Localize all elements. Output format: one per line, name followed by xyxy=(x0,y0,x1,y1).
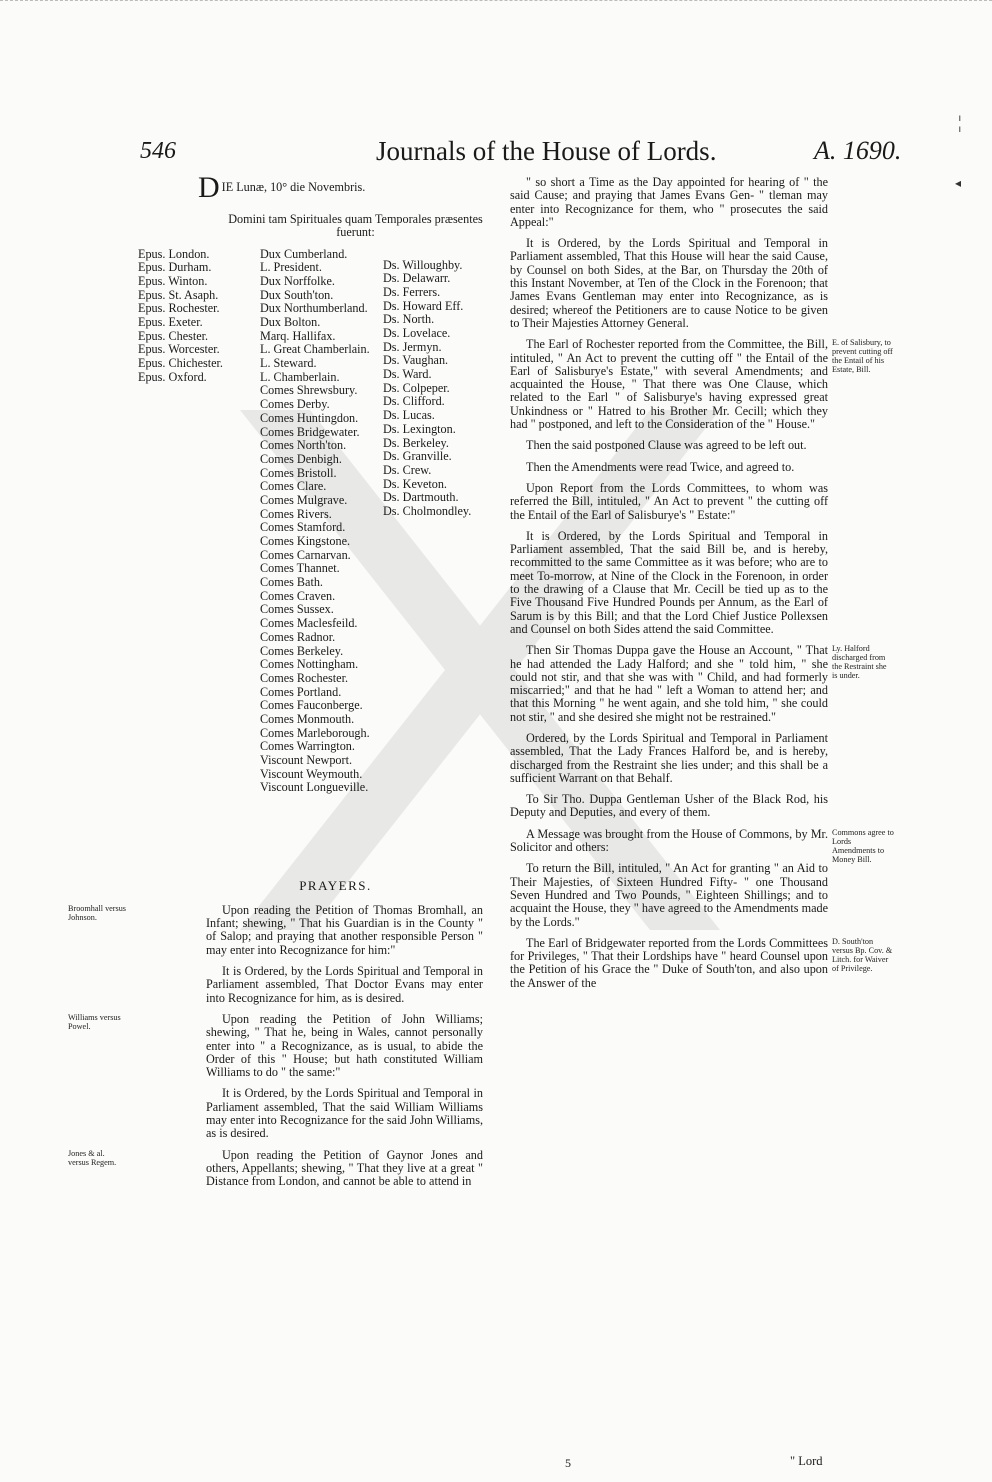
baron-entry: Ds. Berkeley. xyxy=(383,435,449,450)
peer-entry: Comes Rivers. xyxy=(260,506,332,521)
bishop-entry: Epus. Chester. xyxy=(138,328,209,343)
baron-entry: Ds. Keveton. xyxy=(383,476,447,491)
journal-paragraph: Upon reading the Petition of Gaynor Jones and others, Appellants; shewing, " That they live at a great " Distance from London, and cannot be able to attend in xyxy=(206,1147,483,1189)
baron-entry: Ds. Colpeper. xyxy=(383,380,450,395)
peer-entry: Comes Marleborough. xyxy=(260,725,370,740)
journal-title: Journals of the House of Lords. xyxy=(376,136,717,166)
journal-paragraph: Upon reading the Petition of John Williams; shewing, " That he, being in Wales, cannot personally enter into " a Recognizance, as is usual, to abide the Order of this " House; but hath constituted William Williams to do " the same:" xyxy=(206,1011,483,1080)
bishop-entry: Epus. Winton. xyxy=(138,273,208,288)
margin-note: Broomhall versus Johnson. xyxy=(68,903,126,922)
peer-entry: Comes Huntingdon. xyxy=(260,410,359,425)
journal-paragraph: It is Ordered, by the Lords Spiritual and Temporal in Parliament assembled, That the said Bill be, and is hereby, recommitted to the same Committee as it was before; who are to meet To-morrow, at Nine of the Clock in the Forenoon, in order to the drawing of a Clause that Mr. Cecill be tied up as to the Five Thousand Five Hundred Pounds per Annum, as the Earl of Sarum is by this Bill; and that the Lord Chief Justice Pollexsen and Counsel on both Sides attend the said Committee. xyxy=(510,528,828,636)
right-column xyxy=(510,175,894,998)
journal-year: A. 1690. xyxy=(814,136,902,165)
peer-entry: Comes Maclesfeild. xyxy=(260,616,358,631)
ink-mark: ¦ xyxy=(958,112,962,132)
peer-entry: Comes Bath. xyxy=(260,575,323,590)
peer-entry: Dux Norffolke. xyxy=(260,273,335,288)
journal-paragraph: Then the Amendments were read Twice, and agreed to. xyxy=(526,459,795,474)
peer-entry: Comes Mulgrave. xyxy=(260,492,348,507)
baron-entry: Ds. Willoughby. xyxy=(383,257,463,272)
peer-entry: Comes Kingstone. xyxy=(260,534,351,549)
prayers-heading: PRAYERS. xyxy=(299,877,372,893)
peer-entry: L. Great Chamberlain. xyxy=(260,342,370,357)
baron-entry: Ds. Jermyn. xyxy=(383,339,442,354)
peer-entry: L. Steward. xyxy=(260,356,317,371)
peer-entry: Comes Carnarvan. xyxy=(260,547,351,562)
bishop-entry: Epus. St. Asaph. xyxy=(138,287,219,302)
journal-paragraph: Ordered, by the Lords Spiritual and Temporal in Parliament assembled, That the Lady Frances Halford be, and is hereby, discharged from the Restraint she lies under; and this shall be a sufficient Warrant on that Behalf. xyxy=(510,730,828,785)
peer-entry: Comes Nottingham. xyxy=(260,657,359,672)
peer-entry: Dux South'ton. xyxy=(260,287,334,302)
present-line: Domini tam Spirituales quam Temporales præsentes fuerunt: xyxy=(228,212,483,240)
margin-note: D. South'ton versus Bp. Cov. & Litch. for Waiver of Privilege. xyxy=(832,937,893,973)
ink-mark: ◂ xyxy=(955,176,962,190)
journal-paragraph: A Message was brought from the House of Commons, by Mr. Solicitor and others: xyxy=(510,826,828,855)
baron-entry: Ds. Delawarr. xyxy=(383,271,451,286)
peer-entry: Comes Warrington. xyxy=(260,739,355,754)
baron-entry: Ds. Cholmondley. xyxy=(383,503,472,518)
peer-entry: Comes Monmouth. xyxy=(260,711,355,726)
baron-entry: Ds. Granville. xyxy=(383,449,452,464)
margin-note: Jones & al. versus Regem. xyxy=(68,1148,117,1167)
journal-paragraph: The Earl of Rochester reported from the Committee, the Bill, intituled, " An Act to prevent the cutting off " the Entail of the Earl of Salisburye's Estate," with several Amendments; and acquainted the House, " That there was One Clause, which related to the Earl " of Salisburye's having expressed great Unkindness or " Hatred to his Brother Mr. Cecill; which they had " postponed, and left to the Consideration of the " House." xyxy=(510,337,828,432)
peer-entry: Comes Derby. xyxy=(260,397,330,412)
dukes-earls-list xyxy=(260,248,370,796)
peer-entry: Comes Shrewsbury. xyxy=(260,383,358,398)
baron-entry: Ds. Lovelace. xyxy=(383,326,451,341)
baron-entry: Ds. Ward. xyxy=(383,367,432,382)
peer-entry: Comes Portland. xyxy=(260,684,342,699)
peer-entry: Comes Denbigh. xyxy=(260,451,342,466)
peer-entry: Comes Clare. xyxy=(260,479,327,494)
journal-paragraph: Upon reading the Petition of Thomas Bromhall, an Infant; shewing, " That his Guardian is in the County " of Salop; and praying that another responsible Person " may enter into Recognizance for him:" xyxy=(206,902,483,957)
page-top-rule xyxy=(0,0,992,11)
baron-entry: Ds. North. xyxy=(383,312,435,327)
peer-entry: Comes Berkeley. xyxy=(260,643,344,658)
journal-paragraph: It is Ordered, by the Lords Spiritual and Temporal in Parliament assembled, That this House will hear the said Cause, by Counsel on both Sides, at the Bar, on Thursday the 20th of this Instant November, at Ten of the Clock in the Forenoon; that James Evans Gentleman may enter into Recognizance, as is desired; whereof the Petitioners are to cause Notice to be given to Their Majesties Attorney General. xyxy=(510,236,828,330)
peer-entry: Comes Radnor. xyxy=(260,629,336,644)
journal-paragraph: It is Ordered, by the Lords Spiritual and Temporal in Parliament assembled, That the said William Williams may enter into Recognizance for the said John Williams, as is desired. xyxy=(206,1086,483,1141)
signature-mark: 5 xyxy=(565,1456,571,1470)
journal-paragraph: To Sir Tho. Duppa Gentleman Usher of the Black Rod, his Deputy and Deputies, and every of them. xyxy=(510,792,828,820)
margin-note: Ly. Halford discharged from the Restraint she is under. xyxy=(832,644,887,680)
peer-entry: Dux Cumberland. xyxy=(260,246,348,261)
peer-entry: Comes North'ton. xyxy=(260,438,347,453)
barons-list xyxy=(383,259,471,519)
catchword: " Lord xyxy=(790,1454,823,1468)
peer-entry: L. President. xyxy=(260,260,322,275)
baron-entry: Ds. Dartmouth. xyxy=(383,490,459,505)
peer-entry: Comes Sussex. xyxy=(260,602,334,617)
date-text: IE Lunæ, 10° die Novembris. xyxy=(221,180,366,194)
bishop-entry: Epus. Chichester. xyxy=(138,356,223,371)
journal-paragraph: Then Sir Thomas Duppa gave the House an Account, " That he had attended the Lady Halford; and she " told him, " she could not stir, and that she was with " Child, and had formerly miscarried;" and that he had " left a Woman to attend her; and that this Morning " he went again, and she told him, " she could not stir, " and she desired she might not be restrained." xyxy=(510,643,828,724)
margin-note: E. of Salisbury, to prevent cutting off the Entail of his Estate, Bill. xyxy=(832,338,893,374)
baron-entry: Ds. Lexington. xyxy=(383,421,456,436)
attendance-lists xyxy=(138,248,483,873)
baron-entry: Ds. Crew. xyxy=(383,462,432,477)
peer-entry: Marq. Hallifax. xyxy=(260,328,336,343)
left-entries xyxy=(68,902,483,1189)
peer-entry: Viscount Newport. xyxy=(260,753,353,768)
peer-entry: Viscount Longueville. xyxy=(260,780,369,795)
date-dropcap: D xyxy=(198,171,220,204)
peer-entry: Comes Fauconberge. xyxy=(260,698,363,713)
baron-entry: Ds. Vaughan. xyxy=(383,353,449,368)
baron-entry: Ds. Clifford. xyxy=(383,394,445,409)
peer-entry: Comes Rochester. xyxy=(260,670,349,685)
baron-entry: Ds. Ferrers. xyxy=(383,284,441,299)
peer-entry: Comes Bristoll. xyxy=(260,465,337,480)
journal-paragraph: It is Ordered, by the Lords Spiritual and Temporal in Parliament assembled, That Doctor Evans may enter into Recognizance for him, as is desired. xyxy=(206,964,483,1005)
margin-note: Commons agree to Lords Amendments to Money Bill. xyxy=(832,828,894,864)
baron-entry: Ds. Howard Eff. xyxy=(383,298,464,313)
baron-entry: Ds. Lucas. xyxy=(383,408,435,423)
peer-entry: Comes Bridgewater. xyxy=(260,424,360,439)
bishop-entry: Epus. Durham. xyxy=(138,260,212,275)
bishop-entry: Epus. Exeter. xyxy=(138,315,203,330)
journal-paragraph: To return the Bill, intituled, " An Act for granting " an Aid to Their Majesties, of Sixteen Hundred Fifty- " one Thousand Seven Hundred and Two Pounds, " Eighteen Shillings; and to acquaint the House, they " have agreed to the Amendments made by the Lords." xyxy=(510,861,828,929)
peer-entry: Comes Thannet. xyxy=(260,561,340,576)
page-number: 546 xyxy=(140,138,176,164)
margin-note: Williams versus Powel. xyxy=(68,1012,121,1031)
peer-entry: Viscount Weymouth. xyxy=(260,766,363,781)
peer-entry: Comes Craven. xyxy=(260,588,336,603)
peer-entry: Dux Bolton. xyxy=(260,315,321,330)
journal-paragraph: The Earl of Bridgewater reported from the Lords Committees for Privileges, " That their Lordships have " heard Counsel upon the Petition of his Grace the " Duke of South'ton, and also upon the Answer of the xyxy=(510,935,828,990)
bishops-list xyxy=(138,248,223,385)
bishop-entry: Epus. Worcester. xyxy=(138,342,220,357)
peer-entry: L. Chamberlain. xyxy=(260,369,340,384)
bishop-entry: Epus. Rochester. xyxy=(138,301,220,316)
peer-entry: Dux Northumberland. xyxy=(260,301,368,316)
peer-entry: Comes Stamford. xyxy=(260,520,346,535)
journal-paragraph: Upon Report from the Lords Committees, to whom was referred the Bill, intituled, " An Act to prevent " the cutting off the Entail of the Earl of Salisburye's " Estate:" xyxy=(510,480,828,522)
journal-paragraph: Then the said postponed Clause was agreed to be left out. xyxy=(526,438,807,453)
date-line xyxy=(138,171,483,204)
bishop-entry: Epus. London. xyxy=(138,246,210,261)
left-column xyxy=(68,171,483,1197)
journal-paragraph: " so short a Time as the Day appointed for hearing of " the said Cause; and praying that James Evans Gen- " tleman may enter into Recognizance for them, who " prosecutes the said Appeal:" xyxy=(510,175,828,229)
bishop-entry: Epus. Oxford. xyxy=(138,369,207,384)
